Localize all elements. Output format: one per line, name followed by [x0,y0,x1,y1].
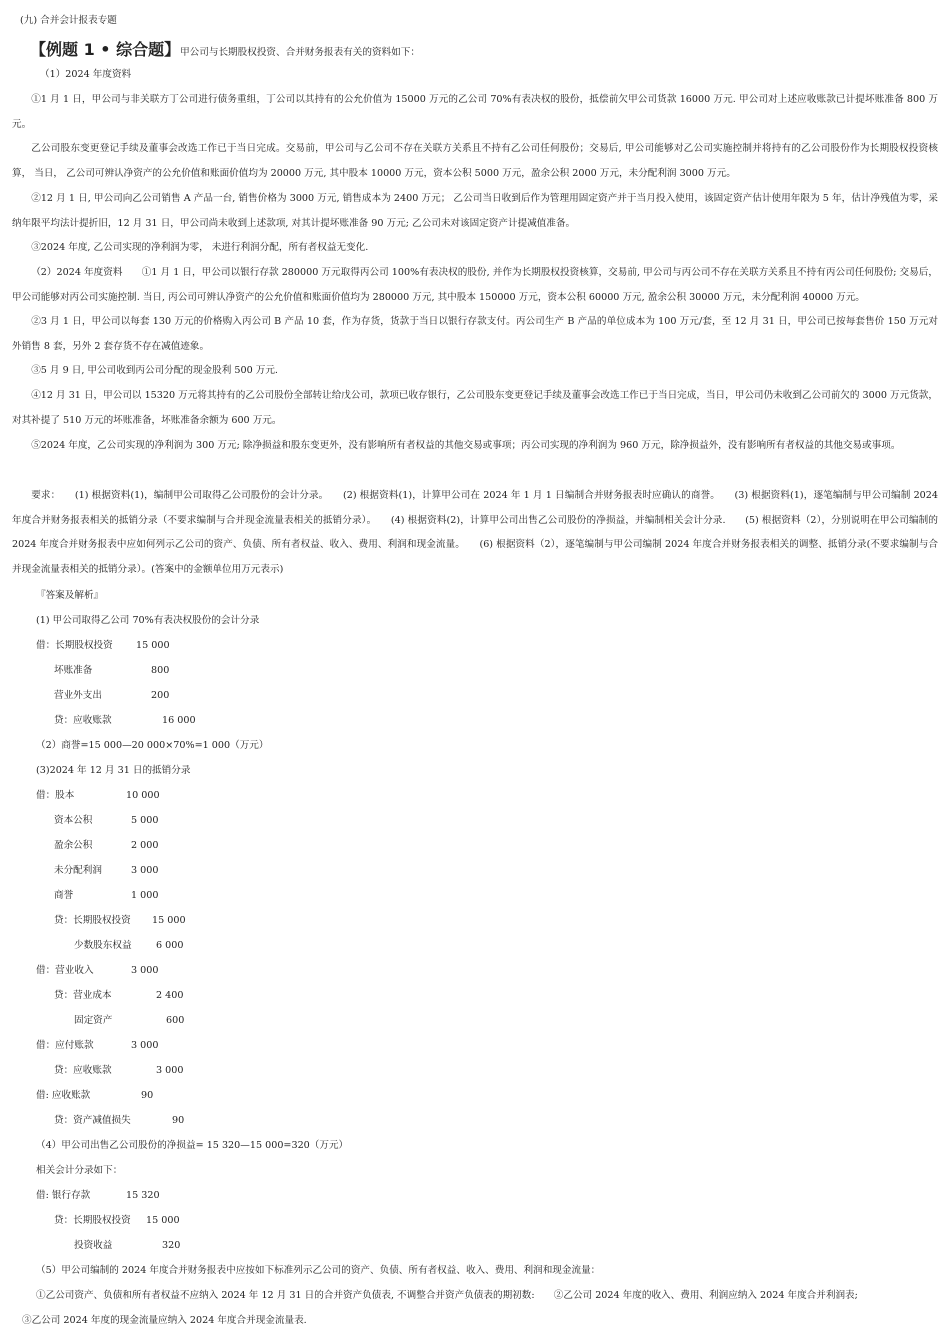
journal-line [54,889,159,903]
journal-line [54,914,186,928]
journal-amount: 3 000 [131,865,159,876]
journal-line [54,689,170,703]
journal-amount: 15 000 [152,915,186,926]
journal-amount: 10 000 [126,790,160,801]
answer-2-goodwill: （2）商誉=15 000—20 000×70%=1 000（万元） [36,740,269,751]
journal-line [54,864,159,878]
journal-amount: 2 400 [156,990,184,1001]
journal-amount: 600 [166,1015,185,1026]
section-title: (九) 合并会计报表专题 [20,15,117,26]
journal-account: 贷：长期股权投资 [54,915,131,926]
journal-account: 贷：应收账款 [54,715,112,726]
journal-account: 借: 银行存款 [36,1190,91,1201]
requirements: 要求： (1) 根据资料(1)，编制甲公司取得乙公司股份的会计分录。 (2) 根据资料(1)，计算甲公司在 2024 年 1 月 1 日编制合并财务报表时应确认的商誉。 (3) 根据资料(1)，逐笔编制与甲公司编制 2024 年度合并财务报表相关的抵销分录（不要求编制与合并现金流量表相关的抵销分录）。 (4) 根据资料(2)，计算甲公司出售乙公司股份的净损益，并编制相关会计分录. (5) 根据资料（2），分别说明在甲公司编制的 2024 年度合并财务报表中应如何列示乙公司的资产、负债、所有者权益、收入、费用、利润和现金流量。 (6) 根据资料（2），逐笔编制与甲公司编制 2024 年度合并财务报表相关的调整、抵销分录(不要求编制与合并现金流量表相关的抵销分录）。(答案中的金额单位用万元表示) [12,490,938,575]
journal-account: 固定资产 [74,1015,113,1026]
material-2-item-1: （2）2024 年度资料 ①1 月 1 日，甲公司以银行存款 280000 万元取得丙公司 100%有表决权的股份, 并作为长期股权投资核算，交易前, 甲公司与丙公司不存在关联方关系且不持有丙公司任何股份; 交易后，甲公司能够对丙公司实施控制. 当日, 丙公司可辨认净资产的公允价值和账面价值均为 280000 万元, 其中股本 150000 万元，资本公积 60000 万元, 盈余公积 30000 万元，未分配利润 40000 万元。 [12,267,938,303]
journal-amount: 200 [151,690,170,701]
material-1-item-3: ③2024 年度, 乙公司实现的净利润为零， 未进行利润分配，所有者权益无变化. [31,242,369,253]
journal-account: 盈余公积 [54,840,93,851]
answer-4-subheading: 相关会计分录如下： [36,1165,123,1176]
journal-line [54,1064,184,1078]
journal-line [54,1214,180,1228]
journal-line [74,1239,181,1253]
journal-line [36,789,160,803]
answer-4-net-gain: （4）甲公司出售乙公司股份的净损益= 15 320—15 000=320（万元） [36,1140,349,1151]
journal-amount: 90 [141,1090,154,1101]
answer-heading: 『答案及解析』 [36,590,104,601]
journal-line [54,664,170,678]
material-2-item-4: ④12 月 31 日，甲公司以 15320 万元将其持有的乙公司股份全部转让给戊公司，款项已收存银行，乙公司股东变更登记手续及董事会改选工作已于当日完成，当日，甲公司仍未收到乙公司前欠的 3000 万元货款，对其补提了 510 万元的坏账准备，坏账准备余额为 600 万元。 [12,390,938,426]
journal-account: 借: 应收账款 [36,1090,91,1101]
journal-account: 贷：应收账款 [54,1065,112,1076]
journal-line [36,1089,154,1103]
journal-line [54,989,184,1003]
journal-account: 未分配利润 [54,865,102,876]
material-2-item-2: ②3 月 1 日，甲公司以每套 130 万元的价格购入丙公司 B 产品 10 套，作为存货，货款于当日以银行存款支付。丙公司生产 B 产品的单位成本为 100 万元/套，至 12 月 31 日，甲公司已按每套售价 150 万元对外销售 8 套，另外 2 套存货不存在减值迹象。 [12,316,938,352]
journal-account: 投资收益 [74,1240,113,1251]
journal-line [36,1189,160,1203]
material-1-item-2: ②12 月 1 日, 甲公司向乙公司销售 A 产品一台, 销售价格为 3000 万元, 销售成本为 2400 万元； 乙公司当日收到后作为管理用固定资产并于当月投入使用，该固定资产估计使用年限为 5 年，估计净残值为零，采纳年限平均法计提折旧，12 月 31 日，甲公司尚未收到上述款项, 对其计提坏账准备 90 万元; 乙公司未对该固定资产计提减值准备。 [12,193,938,229]
answer-1-heading: (1) 甲公司取得乙公司 70%有表决权股份的会计分录 [36,615,260,626]
journal-amount: 15 000 [136,640,170,651]
journal-amount: 15 000 [146,1215,180,1226]
journal-amount: 1 000 [131,890,159,901]
answer-3-heading: (3)2024 年 12 月 31 日的抵销分录 [36,765,191,776]
answer-5-line-2: ③乙公司 2024 年度的现金流量应纳入 2024 年度合并现金流量表. [22,1315,307,1326]
answer-5-heading: （5）甲公司编制的 2024 年度合并财务报表中应按如下标准列示乙公司的资产、负债、所有者权益、收入、费用、利润和现金流量： [36,1265,601,1276]
answer-5-line-1: ①乙公司资产、负债和所有者权益不应纳入 2024 年 12 月 31 日的合并资产负债表, 不调整合并资产负债表的期初数: ②乙公司 2024 年度的收入、费用、利润应纳入 2024 年度合并利润表; [36,1290,858,1301]
journal-line [36,1039,159,1053]
journal-account: 借：营业收入 [36,965,94,976]
journal-account: 贷：长期股权投资 [54,1215,131,1226]
journal-line [74,1014,185,1028]
journal-account: 贷：资产减值损失 [54,1115,131,1126]
journal-account: 贷：营业成本 [54,990,112,1001]
journal-account: 借：应付账款 [36,1040,94,1051]
journal-line [36,639,170,653]
material-2-item-3: ③5 月 9 日, 甲公司收到丙公司分配的现金股利 500 万元. [31,365,278,376]
journal-line [54,814,159,828]
material-2-item-5: ⑤2024 年度，乙公司实现的净利润为 300 万元; 除净损益和股东变更外，没有影响所有者权益的其他交易或事项；丙公司实现的净利润为 960 万元，除净损益外，没有影响所有者权益的其他交易或事项。 [31,440,901,451]
journal-line [54,714,196,728]
journal-amount: 5 000 [131,815,159,826]
journal-amount: 16 000 [162,715,196,726]
journal-line [54,839,159,853]
material-1-heading: （1）2024 年度资料 [40,69,132,80]
journal-account: 资本公积 [54,815,93,826]
journal-account: 营业外支出 [54,690,102,701]
example-heading [30,40,420,60]
journal-amount: 3 000 [131,965,159,976]
journal-line [74,939,184,953]
journal-line [36,964,159,978]
journal-amount: 3 000 [156,1065,184,1076]
journal-amount: 2 000 [131,840,159,851]
journal-amount: 90 [172,1115,185,1126]
journal-account: 商誉 [54,890,74,901]
journal-amount: 320 [162,1240,181,1251]
journal-account: 少数股东权益 [74,940,132,951]
material-1-item-1-detail: 乙公司股东变更登记手续及董事会改选工作已于当日完成。交易前，甲公司与乙公司不存在关联方关系且不持有乙公司任何股份；交易后, 甲公司能够对乙公司实施控制并将持有的乙公司股份作为长期股权投资核算， 当日， 乙公司可辨认净资产的公允价值和账面价值均为 20000 万元, 其中股本 10000 万元，资本公积 5000 万元，盈余公积 2000 万元，未分配利润 3000 万元。 [12,143,938,179]
example-intro: 甲公司与长期股权投资、合并财务报表有关的资料如下： [180,47,420,58]
journal-line [54,1114,185,1128]
example-label: 【例题 1 • 综合题】 [30,40,181,59]
journal-account: 坏账准备 [54,665,93,676]
journal-amount: 800 [151,665,170,676]
journal-amount: 3 000 [131,1040,159,1051]
journal-amount: 6 000 [156,940,184,951]
journal-account: 借：长期股权投资 [36,640,113,651]
journal-account: 借：股本 [36,790,75,801]
journal-amount: 15 320 [126,1190,160,1201]
material-1-item-1: ①1 月 1 日，甲公司与非关联方丁公司进行债务重组，丁公司以其持有的公允价值为 15000 万元的乙公司 70%有表决权的股份，抵偿前欠甲公司货款 16000 万元. 甲公司对上述应收账款已计提坏账准备 800 万元。 [12,94,938,130]
